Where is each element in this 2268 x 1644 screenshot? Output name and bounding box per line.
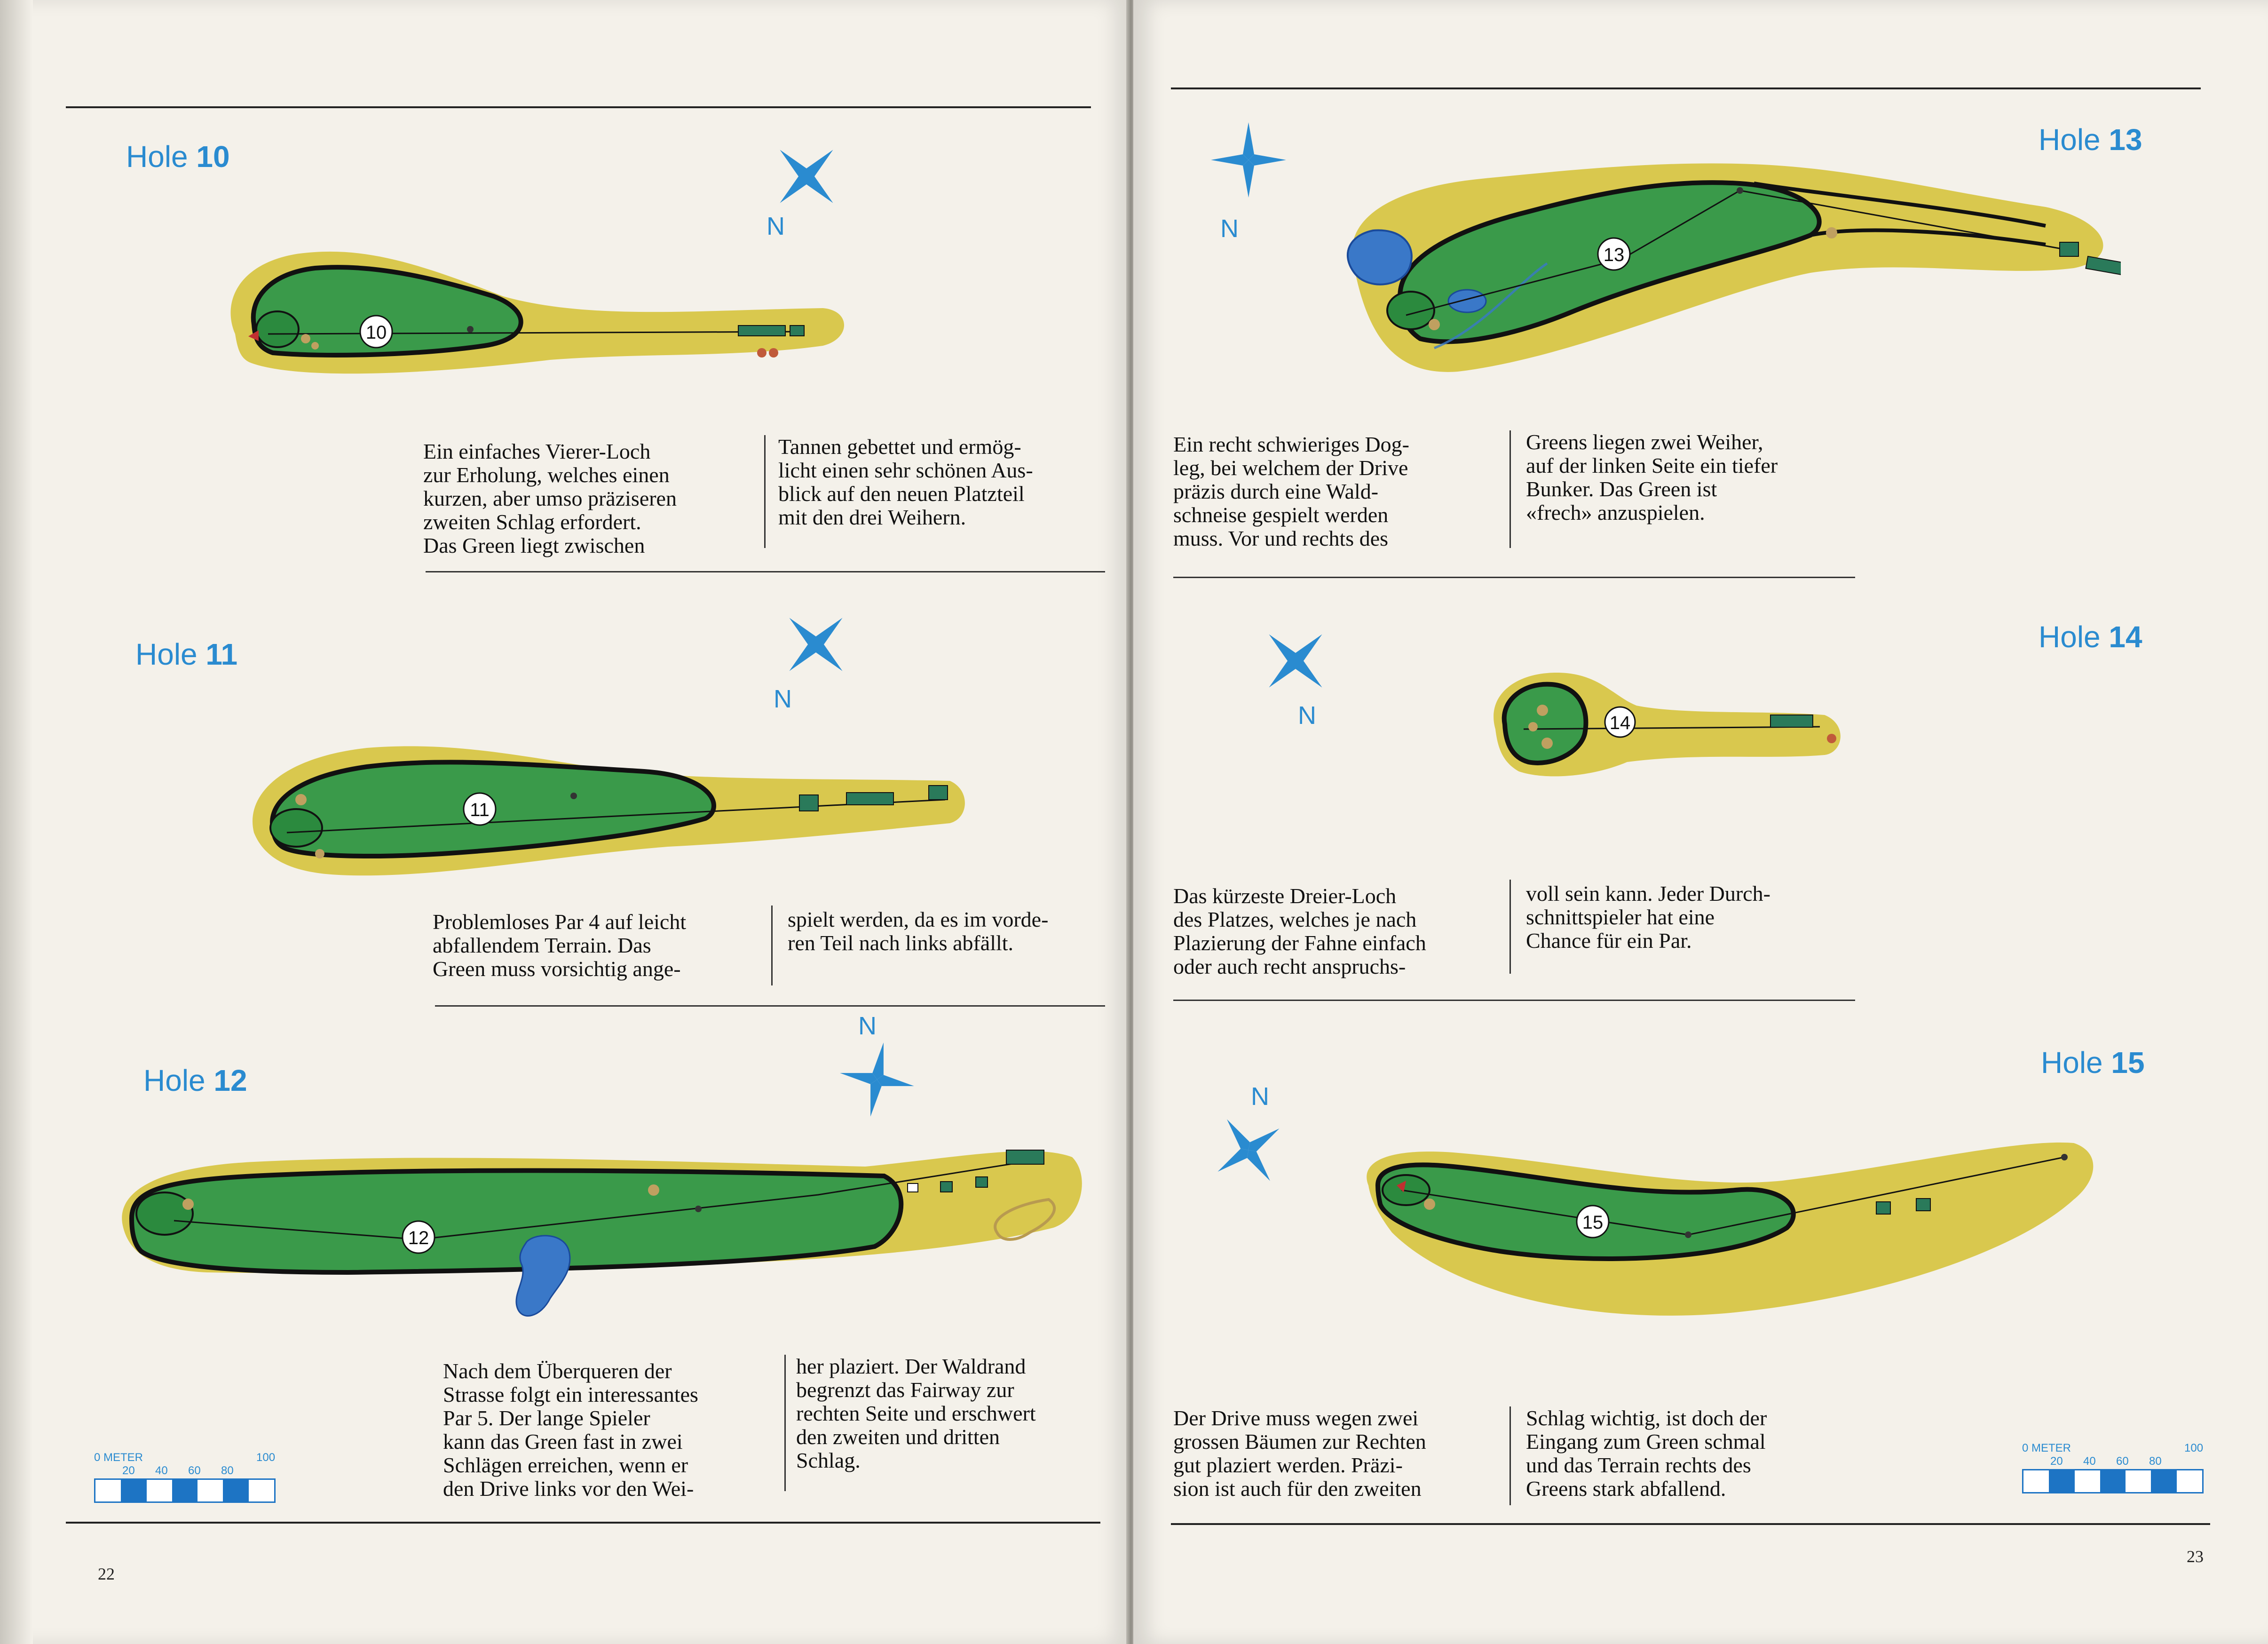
scale-tick: 60	[2116, 1455, 2129, 1468]
hole-label-word: Hole	[2039, 123, 2101, 157]
right-page	[1133, 0, 2268, 1644]
hole-10-text-col1	[423, 440, 752, 557]
north-label: N	[1251, 1082, 1269, 1111]
hole-number: 11	[205, 637, 238, 671]
column-divider	[784, 1355, 786, 1491]
distance-scale-bar	[94, 1451, 282, 1508]
hole-12-paragraph-1: Nach dem Überqueren der Strasse folgt ein interessantes Par 5. Der lange Spieler kann das Green fast in zwei Schlägen erreichen, wenn er den Drive links vor den Wei-	[443, 1359, 698, 1501]
top-rule	[1171, 87, 2201, 89]
hole-number: 15	[2111, 1046, 2145, 1080]
hole-11-paragraph-1: Problemloses Par 4 auf leicht abfallendem Terrain. Das Green muss vorsichtig ange-	[433, 910, 687, 981]
hole-10-marker: 10	[365, 322, 387, 343]
scale-tick: 60	[188, 1464, 201, 1477]
hole-14-marker: 14	[1609, 713, 1631, 733]
section-rule	[435, 1005, 1105, 1007]
hole-13-marker: 13	[1603, 245, 1625, 265]
bottom-rule	[1171, 1523, 2210, 1525]
section-rule	[426, 571, 1105, 572]
scale-unit: 0 METER	[94, 1451, 143, 1464]
column-divider	[1509, 880, 1511, 974]
hole-13-map	[1340, 151, 2121, 386]
north-compass-icon	[1209, 120, 1303, 243]
hole-14-paragraph-2: voll sein kann. Jeder Durch- schnittspieler hat eine Chance für ein Par.	[1526, 882, 1770, 953]
hole-12-title	[143, 1063, 247, 1098]
hole-15-title	[2041, 1045, 2145, 1080]
hole-11-title	[135, 637, 237, 672]
hole-label-word: Hole	[2039, 620, 2101, 654]
scale-tick: 20	[122, 1464, 135, 1477]
section-rule	[1173, 577, 1855, 578]
north-compass-icon	[1256, 621, 1350, 734]
hole-13-paragraph-1: Ein recht schwieriges Dog- leg, bei welchem der Drive präzis durch eine Wald- schneise gespielt werden muss. Vor und rechts des	[1173, 432, 1410, 550]
hole-label-word: Hole	[2041, 1046, 2103, 1080]
hole-12-marker: 12	[408, 1228, 429, 1248]
top-rule	[66, 106, 1091, 108]
hole-10-title	[126, 139, 230, 174]
column-divider	[771, 905, 773, 985]
hole-10-paragraph-1: Ein einfaches Vierer-Loch zur Erholung, welches einen kurzen, aber umso präziseren zweiten Schlag erfordert. Das Green liegt zwischen	[423, 439, 677, 557]
column-divider	[764, 435, 766, 548]
hole-15-paragraph-1: Der Drive muss wegen zwei grossen Bäumen zur Rechten gut plaziert werden. Präzi- sion ist auch für den zweiten	[1173, 1406, 1426, 1501]
hole-label-word: Hole	[143, 1064, 205, 1097]
hole-14-text-col1	[1173, 884, 1493, 978]
hole-14-map	[1486, 668, 1843, 781]
hole-12-map	[113, 1138, 1091, 1336]
column-divider	[1509, 1406, 1511, 1505]
north-compass-icon	[1209, 1082, 1303, 1195]
hole-label-word: Hole	[126, 140, 188, 174]
north-compass-icon	[767, 136, 861, 249]
column-divider	[1509, 430, 1511, 548]
scale-bar-graphic	[2022, 1469, 2204, 1493]
hole-15-paragraph-2: Schlag wichtig, ist doch der Eingang zum Green schmal und das Terrain rechts des Greens stark abfallend.	[1526, 1406, 1767, 1501]
hole-10-text-col2	[778, 435, 1107, 529]
bottom-rule	[66, 1522, 1100, 1524]
scale-tick: 20	[2050, 1455, 2063, 1468]
north-compass-icon	[837, 1011, 931, 1124]
hole-11-text-col2	[788, 908, 1117, 955]
hole-14-title	[2039, 619, 2142, 654]
north-label: N	[774, 685, 792, 713]
scale-tick: 100	[256, 1451, 276, 1464]
scale-tick: 40	[2083, 1455, 2096, 1468]
hole-13-text-col2	[1526, 430, 1855, 524]
hole-label-word: Hole	[135, 637, 198, 671]
scale-unit: 0 METER	[2022, 1442, 2071, 1454]
scale-tick: 80	[2149, 1455, 2162, 1468]
scale-bar-graphic	[94, 1478, 276, 1503]
hole-number: 10	[196, 140, 230, 174]
distance-scale-bar	[2022, 1442, 2210, 1498]
hole-number: 14	[2109, 620, 2142, 654]
hole-number: 13	[2109, 123, 2142, 157]
scale-tick: 100	[2184, 1442, 2204, 1454]
hole-12-text-col2	[796, 1355, 1116, 1472]
hole-15-map	[1359, 1129, 2102, 1326]
north-label: N	[1298, 701, 1316, 730]
hole-15-text-col1	[1173, 1406, 1493, 1501]
hole-15-marker: 15	[1582, 1212, 1604, 1233]
hole-12-paragraph-2: her plaziert. Der Waldrand begrenzt das Fairway zur rechten Seite und erschwert den zweiten und dritten Schlag.	[796, 1354, 1036, 1472]
page-number: 22	[98, 1565, 115, 1583]
hole-11-map	[245, 739, 969, 880]
north-label: N	[1220, 214, 1239, 243]
hole-number: 12	[213, 1064, 247, 1097]
north-label: N	[858, 1012, 877, 1040]
page-edge	[0, 0, 33, 1644]
left-page	[0, 0, 1129, 1644]
page-number: 23	[2187, 1547, 2204, 1566]
hole-10-paragraph-2: Tannen gebettet und ermög- licht einen sehr schönen Aus- blick auf den neuen Platzteil mit den drei Weihern.	[778, 435, 1033, 529]
hole-11-text-col1	[433, 910, 762, 981]
north-label: N	[767, 212, 785, 240]
hole-12-text-col1	[443, 1359, 782, 1501]
scale-tick: 80	[221, 1464, 234, 1477]
north-compass-icon	[776, 604, 870, 717]
scale-tick: 40	[155, 1464, 168, 1477]
hole-15-text-col2	[1526, 1406, 1855, 1501]
hole-11-paragraph-2: spielt werden, da es im vorde- ren Teil nach links abfällt.	[788, 907, 1049, 955]
hole-11-marker: 11	[470, 800, 490, 820]
hole-14-paragraph-1: Das kürzeste Dreier-Loch des Platzes, welches je nach Plazierung der Fahne einfach oder auch recht anspruchs-	[1173, 884, 1426, 978]
hole-14-text-col2	[1526, 882, 1855, 953]
section-rule	[1173, 1000, 1855, 1001]
hole-10-map	[221, 245, 851, 381]
hole-13-paragraph-2: Greens liegen zwei Weiher, auf der linken Seite ein tiefer Bunker. Das Green ist «frech» anzuspielen.	[1526, 430, 1778, 524]
hole-13-text-col1	[1173, 433, 1493, 550]
